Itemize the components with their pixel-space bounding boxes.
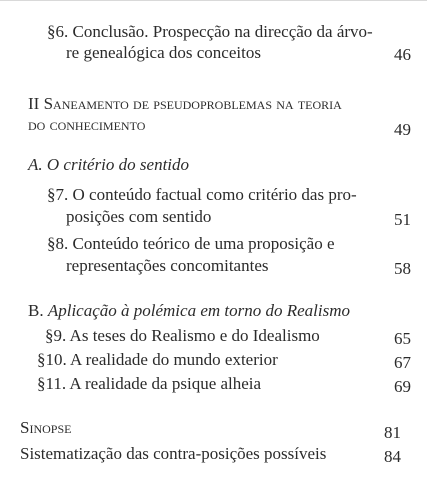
toc-entry-s10: §10. A realidade do mundo exterior [37,350,278,369]
toc-entry-s7-line1: §7. O conteúdo factual como critério das pro- [47,185,357,204]
top-edge-divider [0,0,427,1]
toc-entry-s6-line2: re genealógica dos conceitos [66,43,261,62]
toc-entry-s8-line2: representações concomitantes [66,256,269,275]
toc-entry-s7-line2: posições com sentido [66,207,212,226]
toc-entry-s9-page: 65 [394,329,411,348]
toc-section-b-title: Aplicação à polémica em torno do Realismo [47,301,351,320]
toc-entry-s8-page: 58 [394,259,411,278]
toc-entry-s11: §11. A realidade da psique alheia [37,374,262,393]
toc-section-a-title: A. O critério do sentido [28,155,190,174]
toc-entry-s7-page: 51 [394,210,411,229]
toc-section-b [28,301,350,321]
toc-entry-s10-page: 67 [394,353,411,372]
toc-sistematizacao-page: 84 [384,447,401,466]
toc-entry-s6-line1: §6. Conclusão. Prospecção na direcção da árvo- [47,22,373,41]
toc-part-ii-line2: do conhecimento [28,115,146,134]
toc-entry-s11-page: 69 [394,377,411,396]
toc-entry-s9: §9. As teses do Realismo e do Idealismo [45,326,320,345]
toc-entry-s8-line1: §8. Conteúdo teórico de uma proposição e [47,234,335,253]
toc-part-ii-line1: II Saneamento de pseudoproblemas na teoria [28,94,342,113]
toc-sinopse-page: 81 [384,423,401,442]
toc-sinopse: Sinopse [20,418,72,437]
toc-sistematizacao: Sistematização das contra-posições possíveis [20,444,327,463]
toc-entry-s6-page: 46 [394,45,411,64]
toc-section-b-label: B. [28,301,44,320]
toc-part-ii-page: 49 [394,120,411,139]
